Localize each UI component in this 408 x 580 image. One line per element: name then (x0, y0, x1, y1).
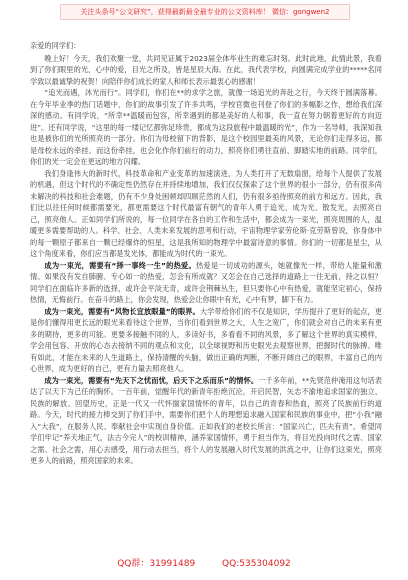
paragraph-4: 成为一束光，需要有“择一事终一生”的热爱。热爱是一切成功的源头，她就像光一样，带给人能量和激情。如果没有发自肺腑、专心如一的热爱，怎会有所成就？又怎会在自己选择的道路上一往无前，持之以恒？同学们在面临许多新的选择，或许会平淡无奇，或许会荆棘丛生，但只要你心中有热爱，就能坚定初心，保持热情，无悔前行。在奋斗的路上，你会发现，热爱会让你眼中有光，心中有梦，脚下有力。 (30, 260, 382, 304)
paragraph-lead: 成为一束光，需要有“风物长宜放眼量”的眼界。 (44, 306, 200, 316)
paragraph-5: 成为一束光，需要有“风物长宜放眼量”的眼界。大学带给你们的不仅是知识，学历提升了更好的起点，更是你们懂得用更长远的眼光来看待这个世界，当你们看到世界之大，人生之宽广，你们就会对自己的未来有更多的期待，更多的可能。更要多接触不同的人，多读好书，多看看不同的风景，多了解这个世界的真实模样，学会用包容、开放的心态去接纳不同的观点和文化，以全球视野和历史眼光去观察世界，把握时代的脉搏。唯有如此，才能在未来的人生道路上，保持清醒的头脑，做出正确的判断，不断开阔自己的眼界，丰富自己的内心世界，成为更好的自己，更有力量去照亮他人。 (30, 306, 382, 373)
paragraph-lead: 成为一束光，需要有“先天下之忧而忧，后天下之乐而乐”的情怀。 (44, 375, 259, 385)
paragraph-3: 我们身逢伟大的新时代，科技革命和产业变革的加速演进，为人类打开了无数扇窗，给每个人提供了发展的机遇，但这个时代的不确定性仍然存在并持续地增加，我们仅仅探索了这个世界的很小一部分，仍有很多尚未解决的科技和社会难题，仍有不少身处困顿却四顾茫然的人们，仍有很多亟待照亮的前方和远方。因此，我们比以往任何时候都需要光，都更需要这个时代最富有朝气的青年人勇于追光、成为光、散发光，去照亮自己，照亮他人。正如同学们所说的，每一位同学在各自的工作和生活中，都会成为一束光，照亮周围的人，温暖更多需要帮助的人。科学、社会、人类未来发展的思考和行动，宇宙物理学家劳伦斯·克劳斯曾说，你身体中的每一颗原子都来自一颗已经爆炸的恒星，这是我所知的物理学中最富诗意的事情。你们的一切都是星尘，从这个角度来看，你们应当都是发光体，都能成为时代的一束光。 (30, 168, 382, 258)
top-banner: 关注头条号“公文研究”，获得最新最全最专业的公文资料库！ 微信：gongwen2 (60, 4, 350, 20)
paragraph-lead: 成为一束光，需要有“择一事终一生”的热爱。 (44, 260, 196, 270)
qq-group: QQ群：31991489 (117, 559, 196, 569)
footer-contact (0, 556, 408, 572)
paragraph-2: “追光而遇，沐光而行”。同学们，你们在**的求学之旅，就像一场追光的奔赴之行，今天终于圆满落幕。在今年毕业季的热门话题中，你们的故事引发了许多共鸣，学校官微也刊登了你们的多幅影之作，想给我们深深的感动。有同学说，“所幸**温暖而包容，所幸遇到的都是美好的人和事，我一直在努力朝着更好的方向迈进”。还有同学说，“这里的每一缕记忆都弥足珍贵，都成为这段旅程中最温暖的光”，作为一名导师，我深知我也是被你们的光所照亮的一部分。你们为母校留下的背影，是这个校园里最美的风景，无论你们走得多远，都是母校永远的牵挂。而这份牵挂，也会化作你们前行的动力，照亮你们勇往直前、脚踏实地的前路。同学们，你们的光一定会在更远的地方闪耀。 (30, 88, 382, 166)
document-body (30, 40, 382, 548)
greeting: 亲爱的同学们： (30, 41, 81, 50)
paragraph-6: 成为一束光，需要有“先天下之忧而忧，后天下之乐而乐”的情怀。一千多年前，**先贤范仲淹用这句话表达了以天下为己任的胸怀。一百年前，觉醒年代的新青年拒绝沉沦，开启民智，矢志不渝地追求国家的独立、民族的解放。回望历史，正是一代又一代怀揣家国情怀的青年，以自己的青春和热血，照亮了民族前行的道路。今天，时代的接力棒交到了你们手中，需要你们把个人的理想追求融入国家和民族的事业中，把“小我”融入“大我”，在服务人民、奉献社会中实现自身价值。正如我们的老校长所言：“国家兴亡，匹夫有责”。希望同学们牢记“养天地正气，法古今完人”的校训精神，涵养家国情怀，勇于担当作为，将目光投向时代之需、国家之需、社会之需，用心去感受，用行动去担当，将个人的发展融入时代发展的洪流之中，让你们这束光，照亮更多人的前路，照亮国家的未来。 (30, 375, 382, 465)
paragraph-1: 晚上好！今天，我们欢聚一堂，共同见证属于2023届全体毕业生的难忘时刻。此时此地，此情此景，我看到了你们眼里的光，心中的爱，目光之所及，皆是星辰大海。在此，我代表学校，向圆满完成学业的*****名同学致以最诚挚的祝贺！向陪伴你们成长的家人和师长表示最衷心的感谢！ (30, 53, 382, 86)
qq-number: QQ:535304092 (222, 559, 291, 569)
